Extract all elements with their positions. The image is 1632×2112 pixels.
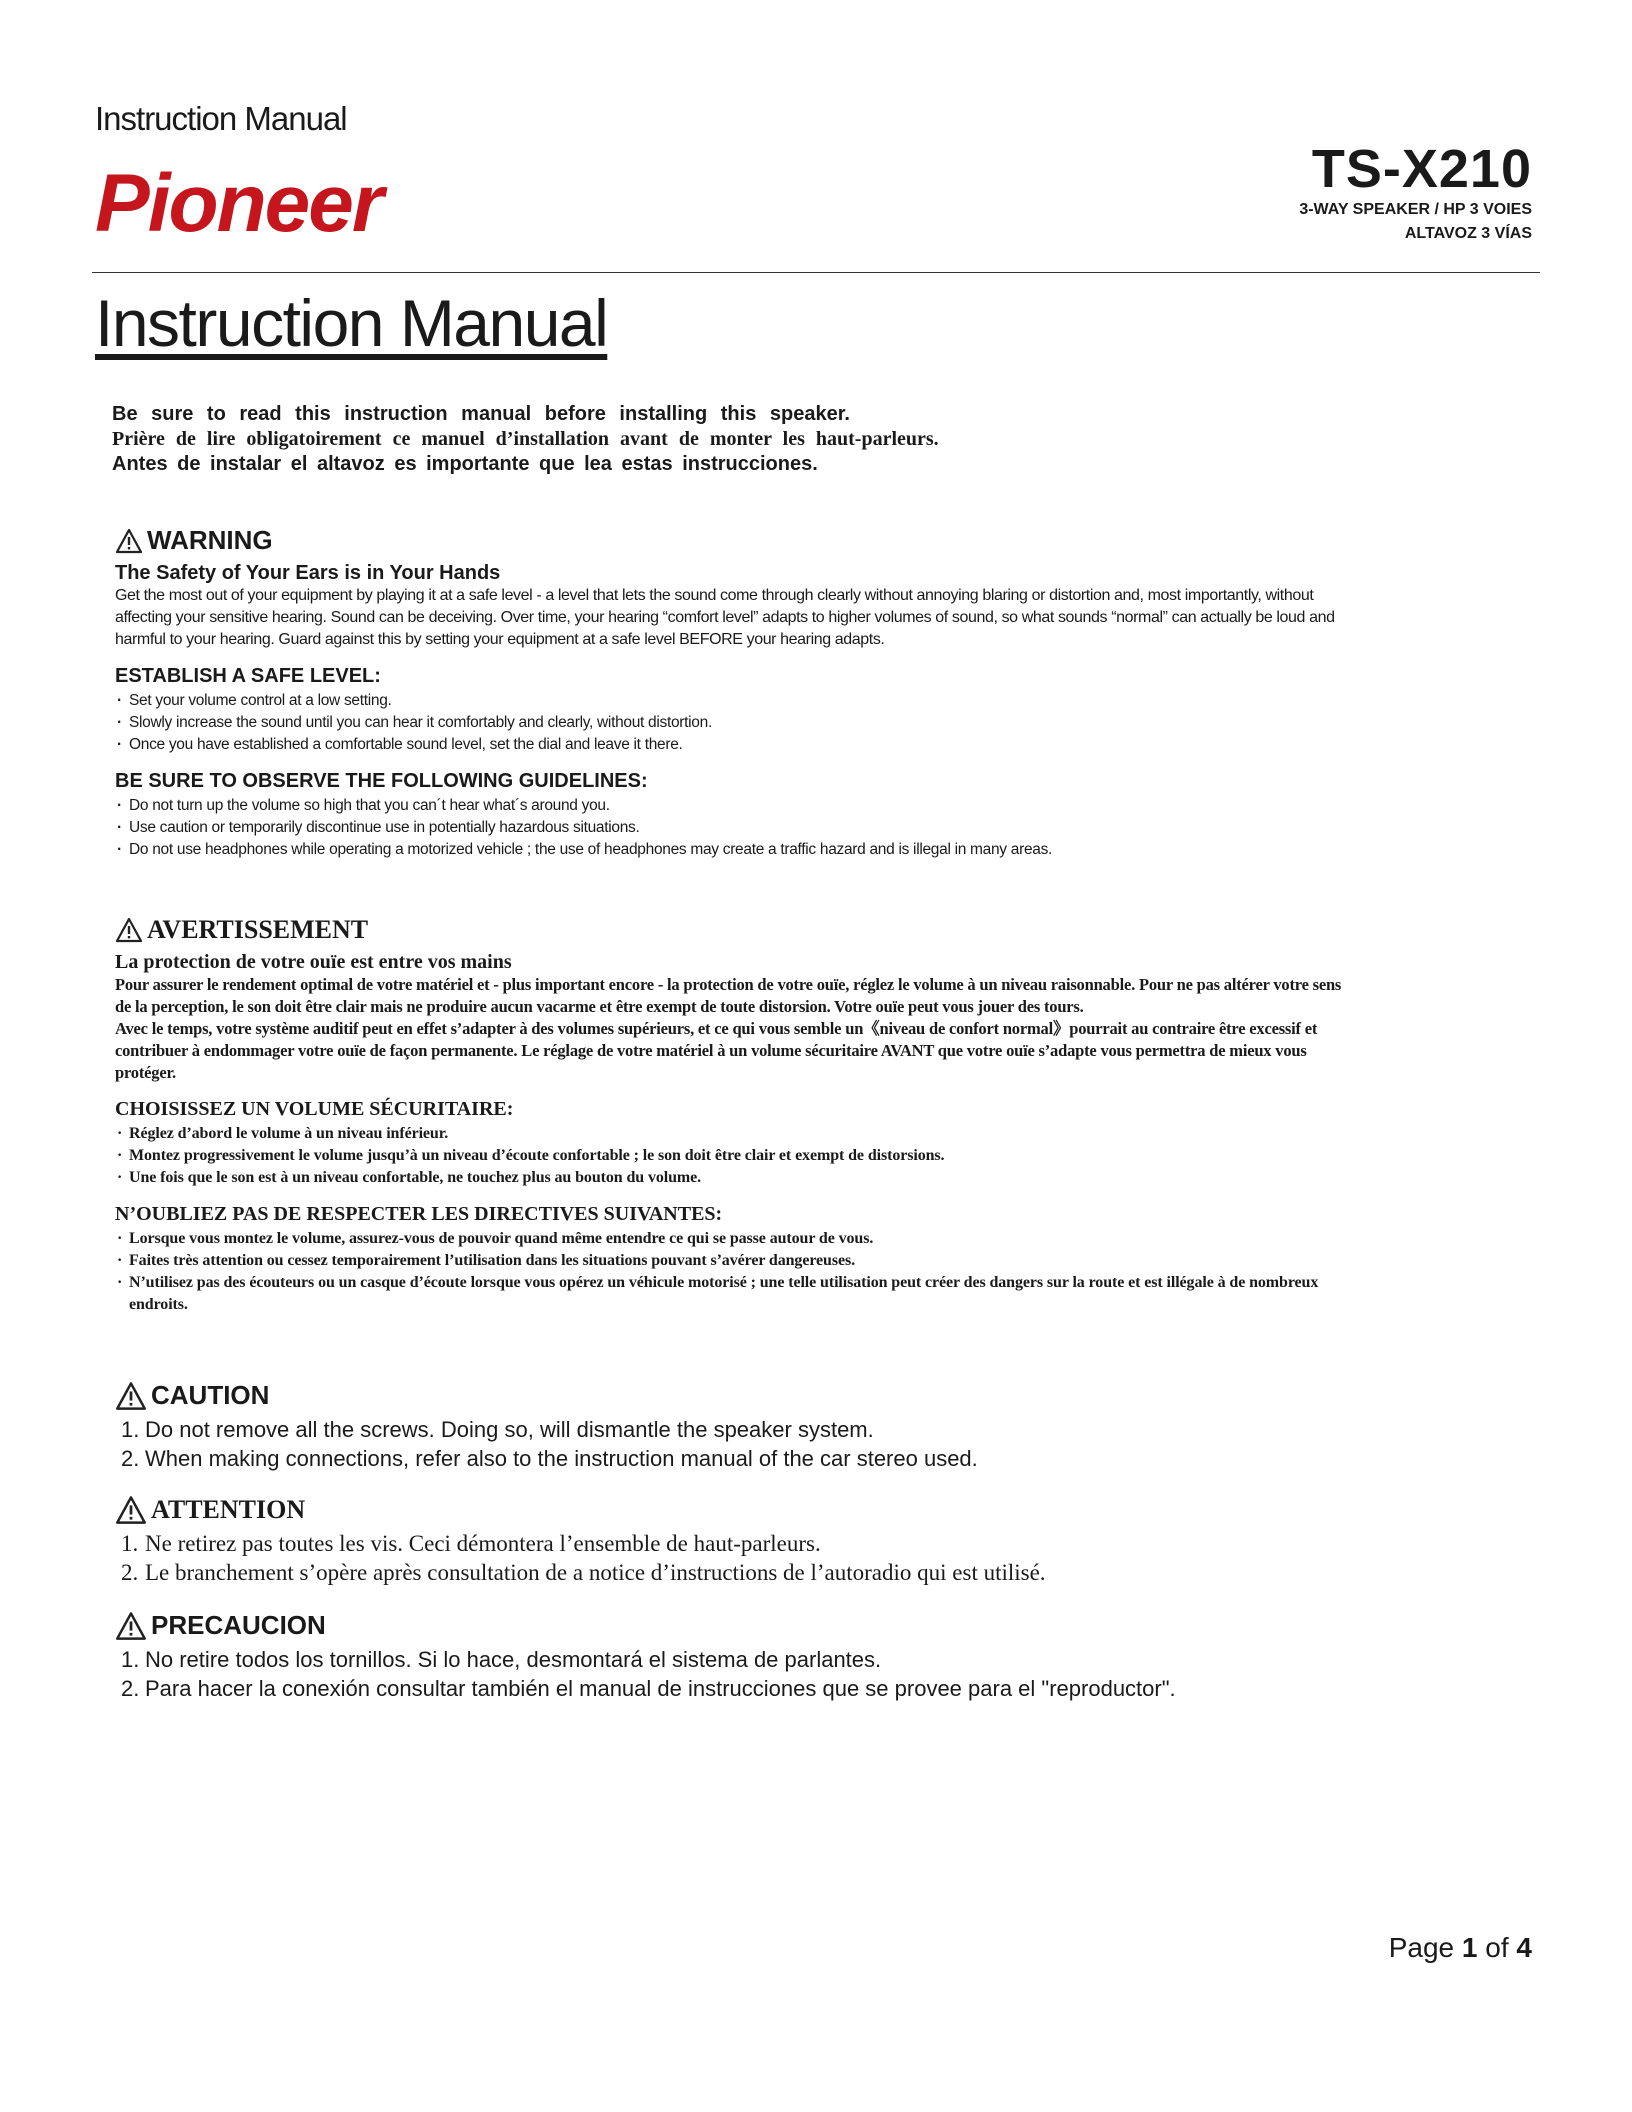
list-item: · Montez progressivement le volume jusqu’à un niveau d’écoute confortable ; le son doit être clair et exempt de distorsions.: [115, 1145, 1345, 1167]
attention-section: [115, 1495, 1345, 1587]
list-item: 1. Ne retirez pas toutes les vis. Ceci démontera l’ensemble de haut-parleurs.: [121, 1531, 821, 1556]
precaucion-section: [115, 1610, 1245, 1703]
model-description-line-2: ALTAVOZ 3 VÍAS: [1404, 225, 1532, 242]
list-item: · Once you have established a comfortable sound level, set the dial and leave it there.: [115, 734, 1345, 756]
warning-triangle-icon: [115, 917, 143, 943]
list-item: · Do not turn up the volume so high that you can´t hear what´s around you.: [115, 795, 1345, 817]
header-label: Instruction Manual: [95, 100, 347, 137]
volume-securitaire-list: [115, 1123, 1345, 1189]
warning-heading: [115, 525, 1345, 556]
list-item: 1. No retire todos los tornillos. Si lo hace, desmontará el sistema de parlantes.: [121, 1647, 882, 1672]
list-item: · Set your volume control at a low setting.: [115, 690, 1345, 712]
warning-triangle-icon: [115, 1495, 147, 1525]
precaucion-heading-text: PRECAUCION: [151, 1610, 326, 1640]
caution-section: [115, 1380, 1345, 1473]
list-item: · Lorsque vous montez le volume, assurez-vous de pouvoir quand même entendre ce qui se passe autour de vous.: [115, 1228, 1345, 1250]
page-title: Instruction Manual: [95, 286, 608, 360]
directives-list: [115, 1228, 1345, 1316]
list-item: · N’utilisez pas des écouteurs ou un casque d’écoute lorsque vous opérez un véhicule motorisé ; une telle utilisation peut créer des dangers sur la route et est illégale à de nombreux endroits.: [115, 1272, 1345, 1316]
list-item: · Réglez d’abord le volume à un niveau inférieur.: [115, 1123, 1345, 1145]
caution-heading: [115, 1380, 1345, 1411]
precaucion-heading: [115, 1610, 1245, 1641]
guidelines-heading: BE SURE TO OBSERVE THE FOLLOWING GUIDELINES:: [115, 770, 648, 792]
model-description-line-1: 3-WAY SPEAKER / HP 3 VOIES: [1299, 201, 1532, 218]
caution-list: [115, 1415, 1345, 1473]
safe-level-list: [115, 690, 1345, 756]
model-number: TS-X210: [1311, 139, 1532, 199]
avertissement-subheading: La protection de votre ouïe est entre vos mains: [115, 951, 512, 973]
volume-securitaire-heading: CHOISISSEZ UN VOLUME SÉCURITAIRE:: [115, 1098, 514, 1120]
warning-heading-text: WARNING: [147, 525, 273, 555]
warning-triangle-icon: [115, 528, 143, 554]
avertissement-heading-text: AVERTISSEMENT: [147, 915, 369, 944]
page-current: 1: [1461, 1932, 1478, 1963]
directives-heading: N’OUBLIEZ PAS DE RESPECTER LES DIRECTIVES SUIVANTES:: [115, 1203, 723, 1225]
list-item: 2. When making connections, refer also to the instruction manual of the car stereo used.: [121, 1446, 978, 1471]
warning-section-fr: [115, 915, 1345, 1316]
warning-body: Get the most out of your equipment by playing it at a safe level - a level that lets the sound come through clearly without annoying blaring or distortion and, most importantly, without affecting your sensitive hearing. Sound can be deceiving. Over time, your hearing “comfort level” adapts to higher volumes of sound, so what sounds “normal” can actually be loud and harmful to your hearing. Guard against this by setting your equipment at a safe level BEFORE your hearing adapts.: [115, 587, 1335, 648]
list-item: 1. Do not remove all the screws. Doing so, will dismantle the speaker system.: [121, 1417, 874, 1442]
list-item: · Slowly increase the sound until you can hear it comfortably and clearly, without distortion.: [115, 712, 1345, 734]
avertissement-body-2: Avec le temps, votre système auditif peut en effet s’adapter à des volumes supérieurs, et ce qui vous semble un《niveau de confort normal》pourrait au contraire être excessif et contribuer à endommager votre ouïe de façon permanente. Le réglage de votre matériel à un volume sécuritaire AVANT que votre ouïe s’adapte vous permettra de mieux vous protéger.: [115, 1019, 1318, 1082]
pioneer-logo: [95, 165, 545, 245]
attention-heading: [115, 1495, 1345, 1525]
page-total: 4: [1516, 1932, 1532, 1963]
intro-line-es: Antes de instalar el altavoz es importante que lea estas instrucciones.: [112, 453, 818, 475]
warning-triangle-icon: [115, 1381, 147, 1411]
avertissement-heading: [115, 915, 1345, 945]
intro-line-fr: Prière de lire obligatoirement ce manuel d’installation avant de monter les haut-parleurs.: [112, 428, 939, 450]
list-item: · Use caution or temporarily discontinue use in potentially hazardous situations.: [115, 817, 1345, 839]
list-item: · Do not use headphones while operating a motorized vehicle ; the use of headphones may create a traffic hazard and is illegal in many areas.: [115, 839, 1345, 861]
page-word: Page: [1388, 1932, 1455, 1963]
warning-subheading: The Safety of Your Ears is in Your Hands: [115, 562, 501, 584]
attention-list: [115, 1529, 1345, 1587]
list-item: 2. Para hacer la conexión consultar también el manual de instrucciones que se provee para el "reproductor".: [121, 1676, 1176, 1701]
caution-heading-text: CAUTION: [151, 1380, 270, 1410]
warning-section-en: [115, 525, 1345, 861]
list-item: · Une fois que le son est à un niveau confortable, ne touchez plus au bouton du volume.: [115, 1167, 1345, 1189]
attention-heading-text: ATTENTION: [151, 1495, 306, 1524]
logo-text: Pioneer: [95, 165, 382, 245]
intro-block: [112, 402, 939, 477]
list-item: 2. Le branchement s’opère après consultation de a notice d’instructions de l’autoradio qui est utilisé.: [121, 1560, 1046, 1585]
avertissement-body-1: Pour assurer le rendement optimal de votre matériel et - plus important encore - la protection de votre ouïe, réglez le volume à un niveau raisonnable. Pour ne pas altérer votre sens de la perception, le son doit être clair mais ne produire aucun vacarme et être exempt de toute distorsion. Votre ouïe peut vous jouer des tours.: [115, 975, 1342, 1016]
model-description: [1299, 198, 1532, 246]
guidelines-list: [115, 795, 1345, 861]
warning-triangle-icon: [115, 1611, 147, 1641]
of-word: of: [1485, 1932, 1509, 1963]
header-divider: [92, 272, 1540, 273]
list-item: · Faites très attention ou cessez temporairement l’utilisation dans les situations pouvant s’avérer dangereuses.: [115, 1250, 1345, 1272]
precaucion-list: [115, 1645, 1245, 1703]
safe-level-heading: ESTABLISH A SAFE LEVEL:: [115, 665, 381, 687]
intro-line-en: Be sure to read this instruction manual before installing this speaker.: [112, 403, 850, 425]
page-number: [1389, 1932, 1532, 1964]
